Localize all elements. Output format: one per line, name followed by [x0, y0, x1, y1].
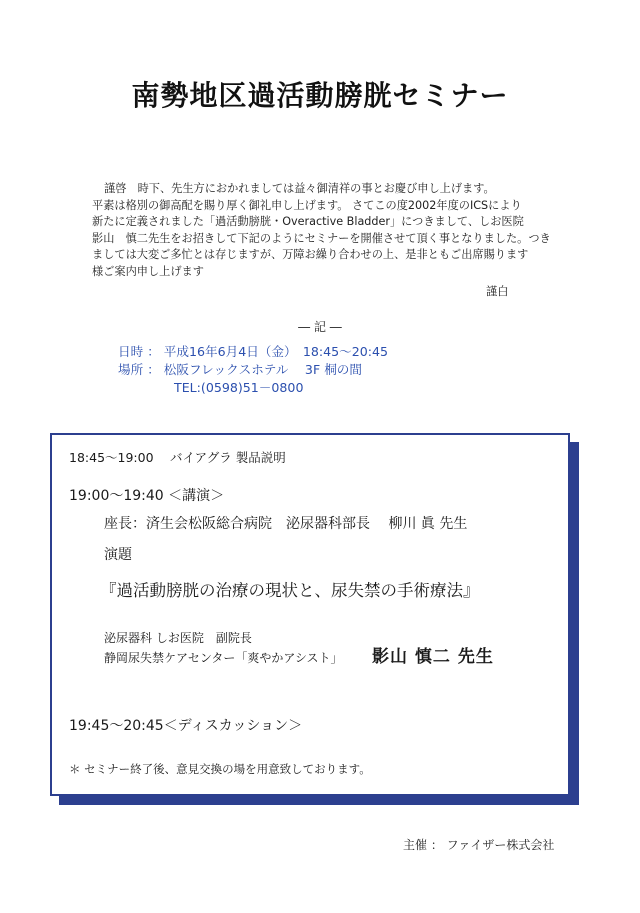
letter-line: 平素は格別の御高配を賜り厚く御礼申し上げます。 さてこの度2002年度のICSにより: [92, 198, 522, 212]
page-title: 南勢地区過活動膀胱セミナー: [131, 79, 509, 112]
program-product-briefing: 18:45～19:00 バイアグラ 製品説明: [69, 450, 286, 465]
letter-line: 様ご案内申し上げます: [92, 264, 204, 278]
program-chair: 座長：済生会松阪総合病院 泌尿器科部長 柳川 眞 先生: [104, 516, 468, 532]
ki-heading: ― 記 ―: [298, 320, 342, 334]
program-note: ＊ セミナー終了後、意見交換の場を用意致しております。: [69, 762, 371, 776]
invitation-letter: [92, 181, 572, 281]
program-theme-title: 『過活動膀胱の治療の現状と、尿失禁の手術療法』: [100, 581, 480, 600]
letter-line: 影山 慎二先生をお招きして下記のようにセミナーを開催させて頂く事となりました。つき: [92, 231, 551, 245]
speaker-affiliation-2: 静岡尿失禁ケアセンター「爽やかアシスト」: [104, 651, 343, 665]
speaker-name: 影山 慎二 先生: [372, 647, 494, 667]
program-theme-label: 演題: [104, 547, 132, 563]
letter-line: ましては大変ご多忙とは存じますが、万障お繰り合わせの上、是非ともご出席賜ります: [92, 248, 529, 262]
letter-line: 新たに定義されました「過活動膀胱・Overactive Bladder」につきまして、しお医院: [92, 215, 524, 229]
program-box: [50, 433, 570, 796]
program-lecture-time: 19:00～19:40 ＜講演＞: [69, 488, 225, 504]
event-details: [118, 343, 388, 397]
event-venue: 場所 ： 松阪フレックスホテル 3F 桐の間: [118, 362, 362, 377]
speaker-affiliation-1: 泌尿器科 しお医院 副院長: [104, 631, 252, 645]
letter-closing: 謹白: [486, 285, 509, 298]
event-datetime: 日時 ： 平成16年6月4日（金） 18:45～20:45: [118, 344, 389, 359]
letter-line: 謹啓 時下、先生方におかれましては益々御清祥の事とお慶び申し上げます。: [104, 182, 495, 195]
program-discussion: 19:45～20:45＜ディスカッション＞: [69, 718, 303, 734]
organizer: 主催 ： ファイザー株式会社: [403, 838, 555, 852]
event-tel: TEL:(0598)51－0800: [174, 380, 304, 395]
